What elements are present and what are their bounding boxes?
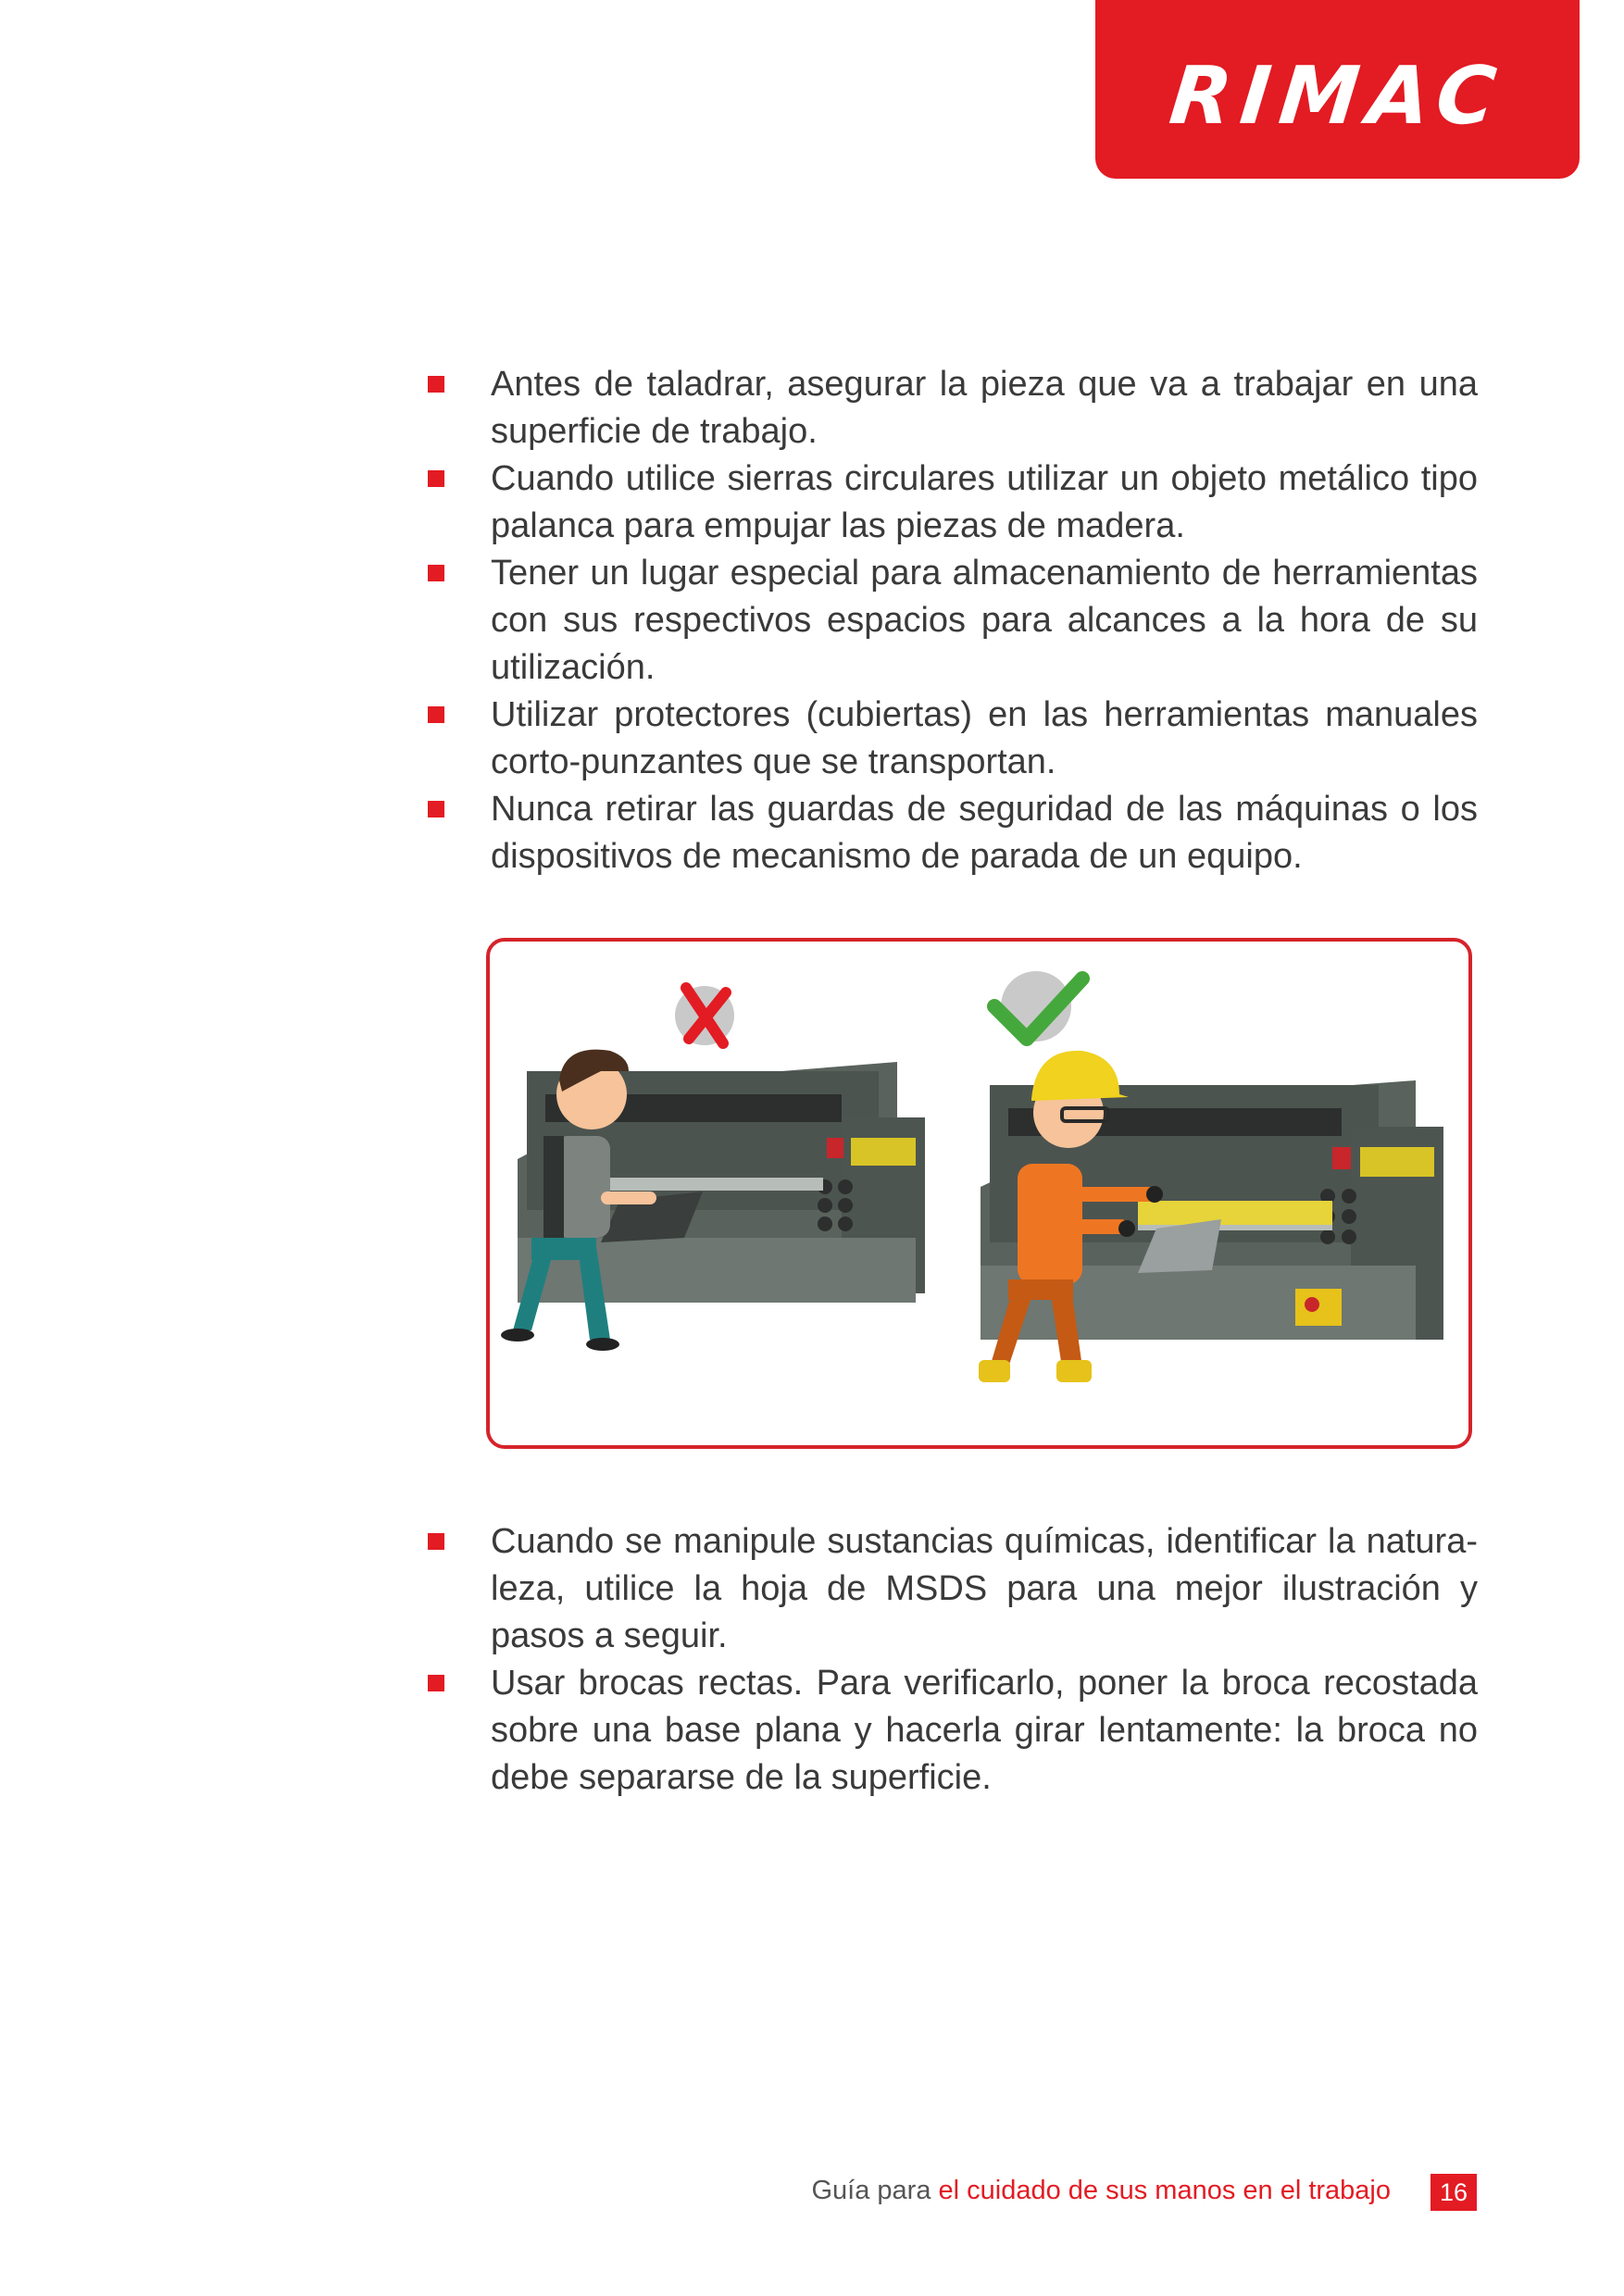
bullet-square-icon xyxy=(428,565,444,581)
bullet-square-icon xyxy=(428,1675,444,1691)
footer-highlight: el cuidado de sus manos en el trabajo xyxy=(938,2176,1391,2205)
list-item-text: Antes de taladrar, asegurar la pieza que va a trabajar en una superficie de trabajo. xyxy=(491,365,1478,451)
page-number: 16 xyxy=(1430,2174,1477,2211)
correct-scene xyxy=(979,971,1443,1382)
incorrect-scene xyxy=(501,986,925,1351)
illustration-frame xyxy=(486,938,1472,1449)
logo-tab xyxy=(1095,0,1580,179)
list-item xyxy=(426,361,1478,455)
list-item xyxy=(426,1660,1478,1802)
list-item-text: Cuando utilice sierras circulares utilizar un objeto metálico tipo palanca para empujar las piezas de madera. xyxy=(491,459,1478,545)
brand-logo: RIMAC xyxy=(1165,49,1510,143)
list-item xyxy=(426,786,1478,880)
list-item xyxy=(426,455,1478,550)
footer-title xyxy=(811,2176,1391,2206)
bullet-list-top xyxy=(426,361,1478,880)
list-item-text: Cuando se manipule sustancias químicas, identificar la natura-leza, utilice la hoja de MSDS para una mejor ilustración y pasos a seguir. xyxy=(491,1522,1478,1655)
bullet-square-icon xyxy=(428,470,444,487)
list-item xyxy=(426,550,1478,692)
list-item-text: Tener un lugar especial para almacenamiento de herramientas con sus respectivos espacios para alcances a la hora de su utilización. xyxy=(491,554,1478,687)
bullet-square-icon xyxy=(428,376,444,393)
bullet-square-icon xyxy=(428,706,444,723)
footer-prefix: Guía para xyxy=(811,2176,939,2205)
bullet-list-bottom xyxy=(426,1518,1478,1802)
list-item xyxy=(426,1518,1478,1660)
list-item xyxy=(426,692,1478,786)
machine-safety-illustration xyxy=(490,942,1468,1445)
list-item-text: Utilizar protectores (cubiertas) en las herramientas manuales corto-punzantes que se transportan. xyxy=(491,695,1478,781)
bullet-square-icon xyxy=(428,1533,444,1550)
bullet-square-icon xyxy=(428,801,444,817)
list-item-text: Usar brocas rectas. Para verificarlo, poner la broca recostada sobre una base plana y hacerla girar lentamente: la broca no debe separarse de la superficie. xyxy=(491,1664,1478,1797)
page-footer xyxy=(0,2174,1624,2211)
list-item-text: Nunca retirar las guardas de seguridad de las máquinas o los dispositivos de mecanismo de parada de un equipo. xyxy=(491,790,1478,876)
